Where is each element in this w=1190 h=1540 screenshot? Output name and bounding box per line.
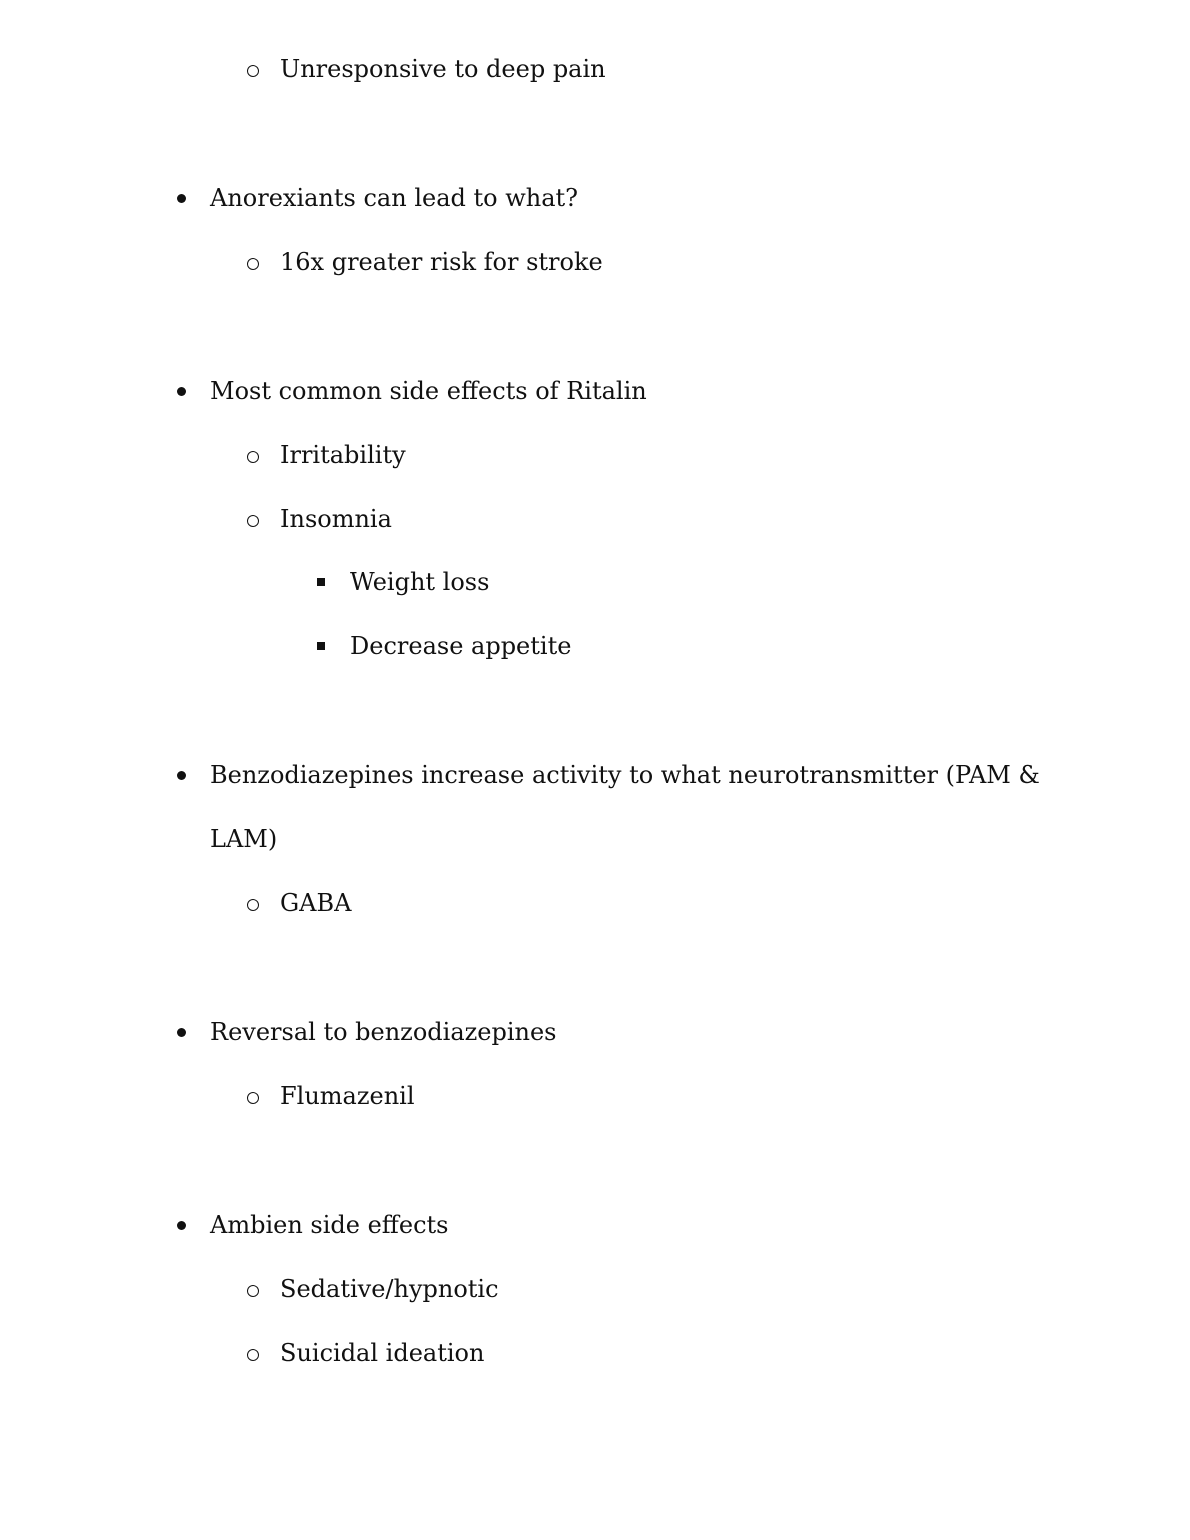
bullet-circle-icon: [247, 1092, 259, 1104]
bullet-circle-icon: [247, 515, 259, 527]
list-item-text: Ambien side effects: [210, 1211, 449, 1239]
bullet-square-icon: [317, 642, 325, 650]
list-item-text: Irritability: [280, 441, 406, 469]
list-item-text: Unresponsive to deep pain: [280, 55, 606, 83]
bullet-circle-icon: [247, 899, 259, 911]
list-item-text: Insomnia: [280, 505, 392, 533]
bullet-dot-icon: [177, 1028, 186, 1037]
list-item-text: 16x greater risk for stroke: [280, 248, 603, 276]
bullet-circle-icon: [247, 451, 259, 463]
list-item-text: Anorexiants can lead to what?: [210, 184, 579, 212]
bullet-circle-icon: [247, 1349, 259, 1361]
list-item-text: Most common side effects of Ritalin: [210, 377, 647, 405]
list-item-text: Suicidal ideation: [280, 1339, 485, 1367]
list-item-text: GABA: [280, 889, 352, 917]
bullet-circle-icon: [247, 65, 259, 77]
bullet-dot-icon: [177, 771, 186, 780]
list-item-text: Decrease appetite: [350, 632, 572, 660]
list-item-text: LAM): [210, 825, 278, 853]
list-item-text: Flumazenil: [280, 1082, 415, 1110]
list-item-text: Sedative/hypnotic: [280, 1275, 499, 1303]
list-item-text: Reversal to benzodiazepines: [210, 1018, 557, 1046]
bullet-square-icon: [317, 578, 325, 586]
bullet-dot-icon: [177, 194, 186, 203]
bullet-dot-icon: [177, 1221, 186, 1230]
bullet-circle-icon: [247, 1285, 259, 1297]
bullet-circle-icon: [247, 258, 259, 270]
list-item-text: Weight loss: [350, 568, 490, 596]
list-item-text: Benzodiazepines increase activity to what neurotransmitter (PAM &: [210, 761, 1040, 789]
bullet-dot-icon: [177, 387, 186, 396]
